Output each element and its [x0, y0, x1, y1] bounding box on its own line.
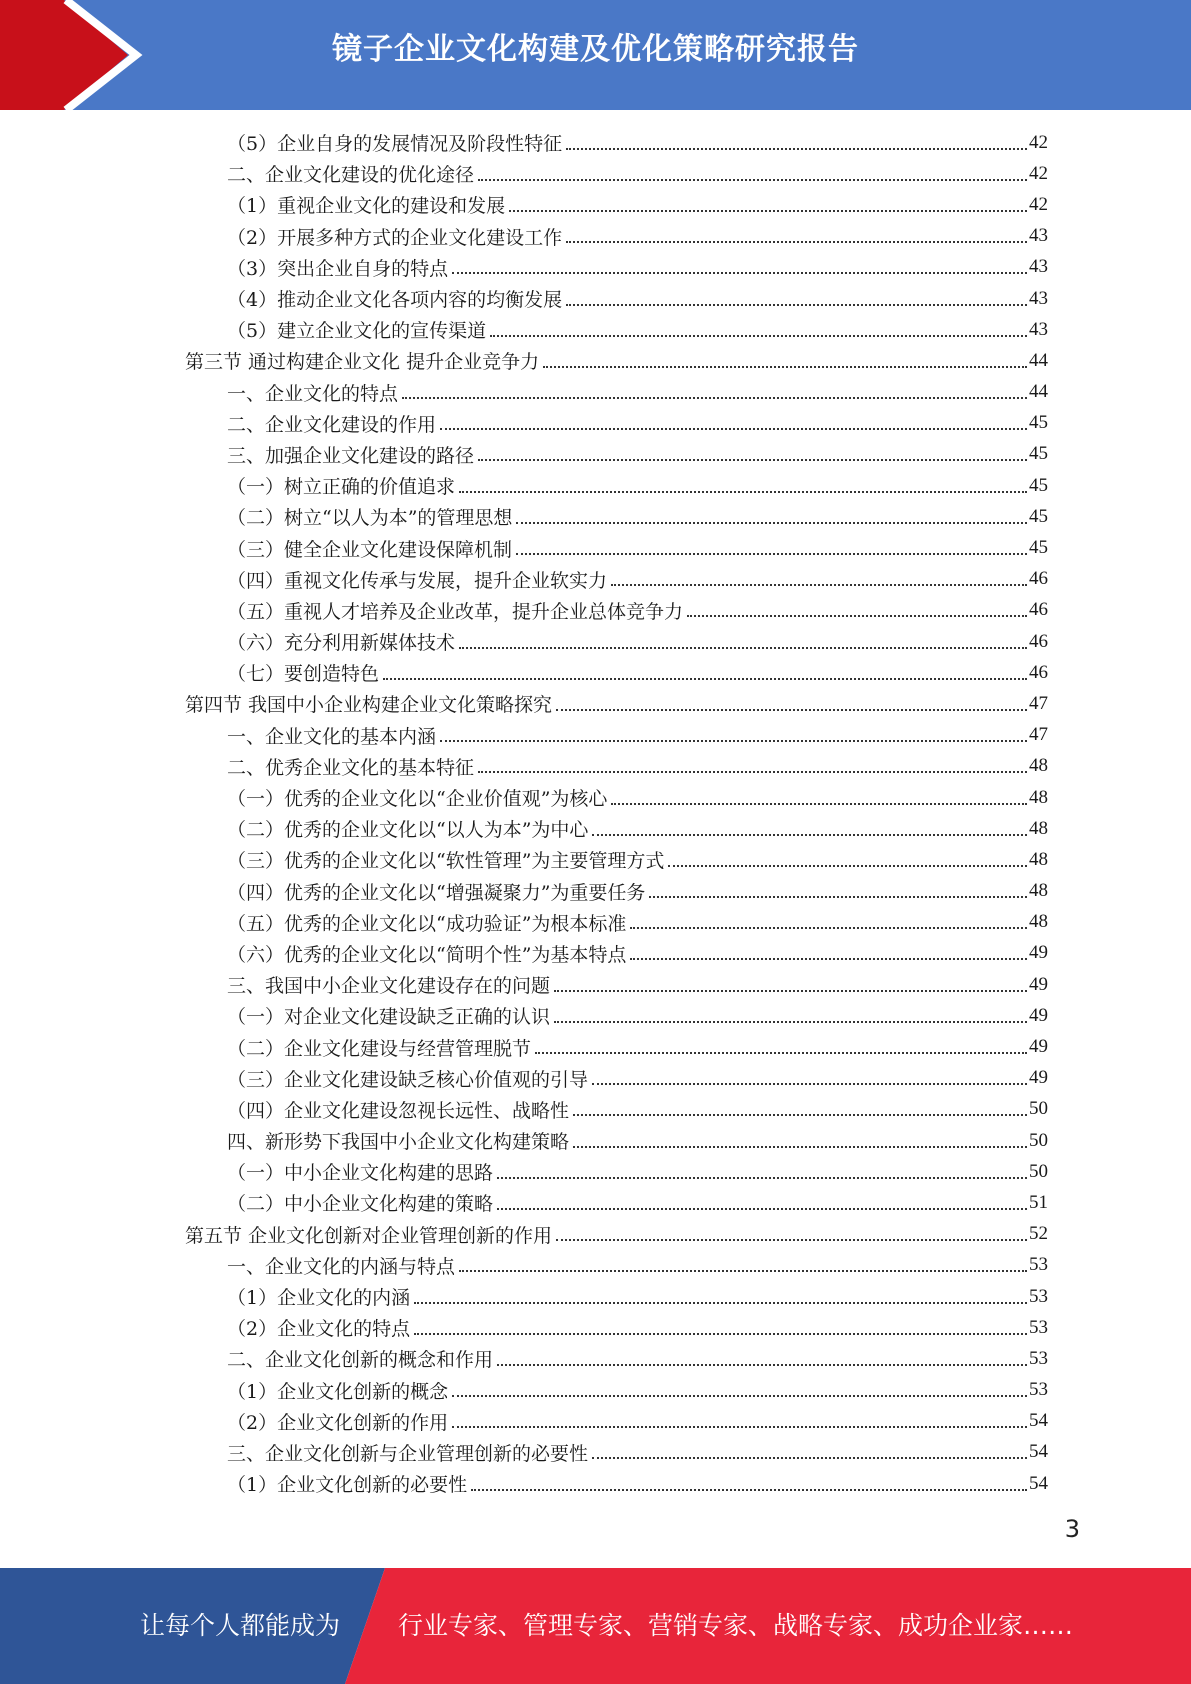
- toc-entry[interactable]: [0, 1343, 1191, 1374]
- toc-dot-leader: [611, 803, 1027, 805]
- toc-entry[interactable]: [0, 782, 1191, 813]
- toc-entry-title: （三）企业文化建设缺乏核心价值观的引导: [227, 1068, 589, 1091]
- footer-slogan-right: 行业专家、管理专家、营销专家、战略专家、成功企业家……: [398, 1611, 1074, 1640]
- toc-entry-page: 54: [1029, 1441, 1048, 1463]
- toc-dot-leader: [497, 1364, 1027, 1366]
- toc-entry-page: 53: [1029, 1254, 1048, 1276]
- toc-entry[interactable]: [0, 1406, 1191, 1437]
- toc-entry-title: （1）企业文化的内涵: [227, 1287, 411, 1310]
- toc-entry-page: 45: [1029, 505, 1048, 527]
- toc-entry-page: 49: [1029, 1067, 1048, 1089]
- toc-entry-page: 52: [1029, 1223, 1048, 1245]
- table-of-contents: [0, 127, 1191, 1499]
- toc-dot-leader: [592, 1457, 1027, 1459]
- toc-entry-page: 50: [1029, 1160, 1048, 1182]
- toc-entry[interactable]: [0, 127, 1191, 158]
- toc-entry-title: （一）树立正确的价值追求: [227, 476, 456, 499]
- toc-entry[interactable]: [0, 377, 1191, 408]
- toc-dot-leader: [414, 1333, 1027, 1335]
- toc-entry[interactable]: [0, 1094, 1191, 1125]
- toc-dot-leader: [478, 179, 1027, 181]
- toc-entry-page: 44: [1029, 381, 1048, 403]
- toc-dot-leader: [573, 1114, 1027, 1116]
- toc-entry-page: 45: [1029, 537, 1048, 559]
- toc-entry[interactable]: [0, 813, 1191, 844]
- toc-entry-title: 二、优秀企业文化的基本特征: [227, 756, 475, 779]
- toc-dot-leader: [516, 522, 1027, 524]
- toc-entry-title: （1）企业文化创新的概念: [227, 1380, 449, 1403]
- toc-dot-leader: [630, 958, 1027, 960]
- toc-entry-title: 三、我国中小企业文化建设存在的问题: [227, 975, 551, 998]
- toc-entry-title: 四、新形势下我国中小企业文化构建策略: [227, 1131, 570, 1154]
- toc-entry-title: （七）要创造特色: [227, 663, 380, 686]
- toc-entry[interactable]: [0, 1187, 1191, 1218]
- toc-entry-page: 54: [1029, 1410, 1048, 1432]
- toc-entry-page: 43: [1029, 287, 1048, 309]
- toc-entry[interactable]: [0, 1468, 1191, 1499]
- toc-entry[interactable]: [0, 844, 1191, 875]
- page-number: 3: [1064, 1515, 1080, 1543]
- toc-dot-leader: [509, 210, 1027, 212]
- toc-entry-title: 第四节 我国中小企业构建企业文化策略探究: [185, 694, 553, 717]
- toc-dot-leader: [402, 397, 1027, 399]
- toc-entry-page: 46: [1029, 568, 1048, 590]
- toc-entry-title: （二）中小企业文化构建的策略: [227, 1193, 494, 1216]
- toc-dot-leader: [452, 1426, 1027, 1428]
- toc-entry-title: 一、企业文化的特点: [227, 382, 399, 405]
- toc-entry-title: （一）对企业文化建设缺乏正确的认识: [227, 1006, 551, 1029]
- toc-entry-page: 54: [1029, 1472, 1048, 1494]
- toc-entry-page: 42: [1029, 162, 1048, 184]
- toc-entry[interactable]: [0, 626, 1191, 657]
- toc-entry-page: 46: [1029, 661, 1048, 683]
- toc-entry-page: 44: [1029, 349, 1048, 371]
- toc-entry-title: 第五节 企业文化创新对企业管理创新的作用: [185, 1224, 553, 1247]
- toc-dot-leader: [516, 553, 1027, 555]
- header-band: [0, 0, 1191, 110]
- toc-dot-leader: [497, 1208, 1027, 1210]
- toc-entry-title: （三）健全企业文化建设保障机制: [227, 538, 513, 561]
- toc-dot-leader: [543, 366, 1027, 368]
- toc-entry-title: 一、企业文化的内涵与特点: [227, 1255, 456, 1278]
- toc-entry-page: 49: [1029, 1036, 1048, 1058]
- toc-dot-leader: [440, 740, 1027, 742]
- toc-entry[interactable]: [0, 532, 1191, 563]
- toc-entry-title: 一、企业文化的基本内涵: [227, 725, 437, 748]
- toc-dot-leader: [452, 272, 1027, 274]
- toc-entry[interactable]: [0, 688, 1191, 719]
- toc-entry-page: 48: [1029, 786, 1048, 808]
- toc-entry-title: （1）重视企业文化的建设和发展: [227, 195, 506, 218]
- toc-entry-title: （二）企业文化建设与经营管理脱节: [227, 1037, 532, 1060]
- toc-dot-leader: [573, 1146, 1027, 1148]
- toc-dot-leader: [630, 927, 1027, 929]
- toc-entry[interactable]: [0, 314, 1191, 345]
- toc-entry-title: （2）企业文化创新的作用: [227, 1411, 449, 1434]
- toc-entry-page: 50: [1029, 1129, 1048, 1151]
- toc-entry-title: 二、企业文化建设的作用: [227, 413, 437, 436]
- toc-entry-title: （4）推动企业文化各项内容的均衡发展: [227, 289, 563, 312]
- toc-entry[interactable]: [0, 907, 1191, 938]
- toc-entry[interactable]: [0, 657, 1191, 688]
- toc-entry[interactable]: [0, 345, 1191, 376]
- toc-entry-page: 48: [1029, 817, 1048, 839]
- toc-entry[interactable]: [0, 1312, 1191, 1343]
- toc-entry-page: 47: [1029, 724, 1048, 746]
- toc-entry-page: 45: [1029, 412, 1048, 434]
- toc-entry-page: 48: [1029, 848, 1048, 870]
- toc-entry[interactable]: [0, 408, 1191, 439]
- toc-entry[interactable]: [0, 1281, 1191, 1312]
- toc-entry-title: （5）建立企业文化的宣传渠道: [227, 320, 487, 343]
- toc-dot-leader: [471, 1489, 1027, 1491]
- toc-dot-leader: [459, 647, 1027, 649]
- toc-entry-page: 45: [1029, 443, 1048, 465]
- toc-dot-leader: [535, 1052, 1027, 1054]
- toc-dot-leader: [459, 1270, 1027, 1272]
- toc-entry[interactable]: [0, 564, 1191, 595]
- toc-entry-title: （三）优秀的企业文化以“软性管理”为主要管理方式: [227, 850, 665, 873]
- toc-entry[interactable]: [0, 439, 1191, 470]
- toc-entry-page: 42: [1029, 131, 1048, 153]
- toc-entry-page: 49: [1029, 942, 1048, 964]
- toc-entry-page: 49: [1029, 1004, 1048, 1026]
- toc-entry[interactable]: [0, 283, 1191, 314]
- toc-entry-title: （一）优秀的企业文化以“企业价值观”为核心: [227, 788, 608, 811]
- toc-entry[interactable]: [0, 595, 1191, 626]
- toc-dot-leader: [592, 1083, 1027, 1085]
- footer-slogan-left: 让每个人都能成为: [140, 1611, 341, 1640]
- report-title: 镜子企业文化构建及优化策略研究报告: [332, 32, 859, 67]
- toc-entry-page: 53: [1029, 1379, 1048, 1401]
- toc-dot-leader: [592, 834, 1027, 836]
- toc-dot-leader: [566, 148, 1027, 150]
- toc-entry-title: （二）优秀的企业文化以“以人为本”为中心: [227, 819, 589, 842]
- toc-dot-leader: [649, 896, 1027, 898]
- toc-entry-title: 三、加强企业文化建设的路径: [227, 444, 475, 467]
- toc-entry[interactable]: [0, 1063, 1191, 1094]
- toc-entry-title: （四）企业文化建设忽视长远性、战略性: [227, 1099, 570, 1122]
- toc-entry[interactable]: [0, 720, 1191, 751]
- toc-entry[interactable]: [0, 1219, 1191, 1250]
- toc-entry-page: 46: [1029, 630, 1048, 652]
- toc-dot-leader: [554, 1021, 1027, 1023]
- toc-entry-title: （2）开展多种方式的企业文化建设工作: [227, 226, 563, 249]
- toc-dot-leader: [383, 678, 1027, 680]
- toc-entry[interactable]: [0, 1250, 1191, 1281]
- toc-dot-leader: [414, 1302, 1027, 1304]
- toc-entry-title: （四）重视文化传承与发展，提升企业软实力: [227, 569, 608, 592]
- toc-entry[interactable]: [0, 189, 1191, 220]
- toc-entry[interactable]: [0, 938, 1191, 969]
- toc-dot-leader: [452, 1395, 1027, 1397]
- toc-dot-leader: [478, 771, 1027, 773]
- toc-entry[interactable]: [0, 876, 1191, 907]
- toc-entry-title: （二）树立“以人为本”的管理思想: [227, 507, 513, 530]
- toc-dot-leader: [554, 990, 1027, 992]
- toc-entry-page: 46: [1029, 599, 1048, 621]
- toc-entry-page: 43: [1029, 225, 1048, 247]
- toc-dot-leader: [440, 428, 1027, 430]
- toc-dot-leader: [668, 865, 1027, 867]
- toc-entry-page: 51: [1029, 1191, 1048, 1213]
- toc-entry-page: 48: [1029, 880, 1048, 902]
- toc-entry[interactable]: [0, 1000, 1191, 1031]
- toc-entry[interactable]: [0, 252, 1191, 283]
- toc-entry-title: 二、企业文化建设的优化途径: [227, 164, 475, 187]
- toc-entry[interactable]: [0, 158, 1191, 189]
- toc-entry-title: 第三节 通过构建企业文化 提升企业竞争力: [185, 351, 540, 374]
- toc-entry-page: 53: [1029, 1285, 1048, 1307]
- toc-entry[interactable]: [0, 1125, 1191, 1156]
- toc-dot-leader: [490, 335, 1027, 337]
- toc-entry-page: 45: [1029, 474, 1048, 496]
- toc-entry-page: 48: [1029, 755, 1048, 777]
- toc-dot-leader: [687, 615, 1027, 617]
- toc-dot-leader: [459, 491, 1027, 493]
- toc-entry-page: 43: [1029, 318, 1048, 340]
- toc-entry-page: 53: [1029, 1316, 1048, 1338]
- toc-dot-leader: [566, 304, 1027, 306]
- toc-entry-page: 53: [1029, 1347, 1048, 1369]
- toc-entry[interactable]: [0, 1031, 1191, 1062]
- toc-entry-title: 二、企业文化创新的概念和作用: [227, 1349, 494, 1372]
- toc-entry[interactable]: [0, 1156, 1191, 1187]
- toc-dot-leader: [566, 241, 1027, 243]
- toc-entry-page: 50: [1029, 1098, 1048, 1120]
- toc-entry-title: （5）企业自身的发展情况及阶段性特征: [227, 133, 563, 156]
- footer-band: [0, 1568, 1191, 1684]
- toc-entry-title: （四）优秀的企业文化以“增强凝聚力”为重要任务: [227, 881, 646, 904]
- toc-entry-page: 42: [1029, 193, 1048, 215]
- toc-entry-title: 三、企业文化创新与企业管理创新的必要性: [227, 1442, 589, 1465]
- toc-entry-title: （3）突出企业自身的特点: [227, 257, 449, 280]
- toc-dot-leader: [556, 1239, 1027, 1241]
- toc-entry[interactable]: [0, 751, 1191, 782]
- toc-entry[interactable]: [0, 501, 1191, 532]
- toc-entry-page: 48: [1029, 911, 1048, 933]
- toc-dot-leader: [556, 709, 1027, 711]
- toc-entry-title: （2）企业文化的特点: [227, 1318, 411, 1341]
- toc-entry[interactable]: [0, 221, 1191, 252]
- toc-entry-page: 43: [1029, 256, 1048, 278]
- toc-entry-title: （一）中小企业文化构建的思路: [227, 1162, 494, 1185]
- toc-entry[interactable]: [0, 1375, 1191, 1406]
- toc-entry[interactable]: [0, 470, 1191, 501]
- toc-entry-title: （五）重视人才培养及企业改革，提升企业总体竞争力: [227, 600, 684, 623]
- toc-entry[interactable]: [0, 1437, 1191, 1468]
- toc-entry-title: （五）优秀的企业文化以“成功验证”为根本标准: [227, 912, 627, 935]
- toc-entry-page: 49: [1029, 973, 1048, 995]
- toc-entry-title: （六）优秀的企业文化以“简明个性”为基本特点: [227, 943, 627, 966]
- toc-entry-page: 47: [1029, 692, 1048, 714]
- toc-dot-leader: [478, 459, 1027, 461]
- toc-entry[interactable]: [0, 969, 1191, 1000]
- toc-dot-leader: [497, 1177, 1027, 1179]
- toc-entry-title: （1）企业文化创新的必要性: [227, 1474, 468, 1497]
- toc-dot-leader: [611, 584, 1027, 586]
- toc-entry-title: （六）充分利用新媒体技术: [227, 632, 456, 655]
